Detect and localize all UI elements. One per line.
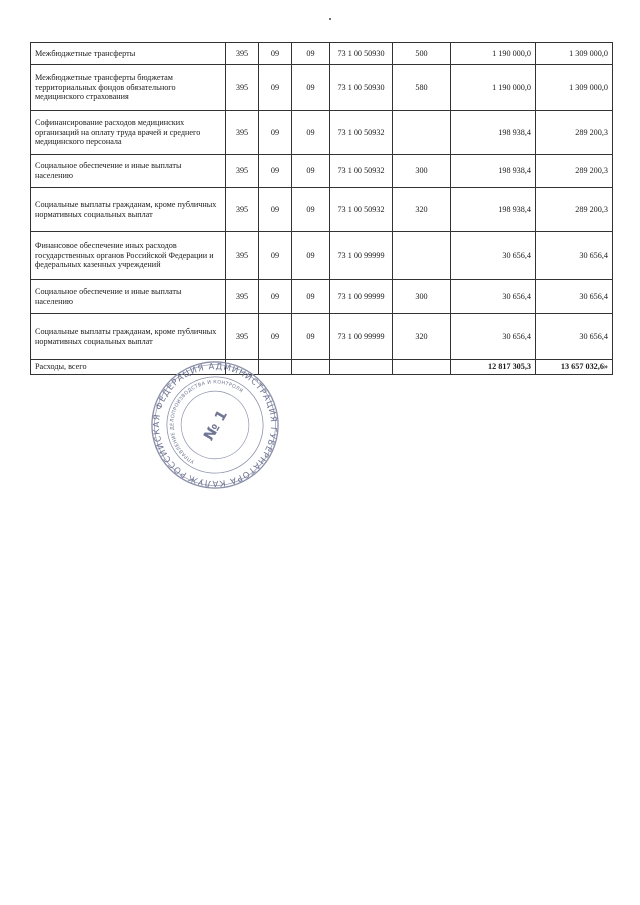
- official-seal: [150, 360, 280, 490]
- row-expense-type: 300: [393, 280, 451, 314]
- row-name: Социальное обеспечение и иные выплаты населению: [31, 155, 226, 188]
- row-grbs: 395: [226, 232, 259, 280]
- row-amount-year1: 30 656,4: [451, 232, 536, 280]
- row-expense-type: [393, 232, 451, 280]
- row-expense-type: [393, 111, 451, 155]
- row-amount-year1: 198 938,4: [451, 111, 536, 155]
- row-target-code: 73 1 00 99999: [330, 232, 393, 280]
- row-target-code: 73 1 00 50932: [330, 188, 393, 232]
- row-target-code: 73 1 00 99999: [330, 280, 393, 314]
- row-amount-year2: 30 656,4: [536, 314, 613, 360]
- row-amount-year2: 289 200,3: [536, 188, 613, 232]
- table-row: [31, 280, 613, 314]
- row-subsection: 09: [292, 188, 330, 232]
- row-grbs: 395: [226, 43, 259, 65]
- row-section: 09: [259, 314, 292, 360]
- row-name: Социальные выплаты гражданам, кроме публичных нормативных социальных выплат: [31, 314, 226, 360]
- row-section: 09: [259, 65, 292, 111]
- row-subsection: 09: [292, 232, 330, 280]
- row-subsection: 09: [292, 280, 330, 314]
- row-target-code: 73 1 00 50930: [330, 43, 393, 65]
- total-row: [31, 360, 613, 375]
- row-target-code: 73 1 00 50932: [330, 155, 393, 188]
- table-row: [31, 232, 613, 280]
- row-section: 09: [259, 111, 292, 155]
- total-amount-year1: 12 817 305,3: [451, 360, 536, 375]
- empty-cell: [330, 360, 393, 375]
- row-amount-year1: 1 190 000,0: [451, 43, 536, 65]
- row-grbs: 395: [226, 188, 259, 232]
- row-target-code: 73 1 00 50930: [330, 65, 393, 111]
- table-row: [31, 111, 613, 155]
- row-section: 09: [259, 43, 292, 65]
- row-name: Софинансирование расходов медицинских организаций на оплату труда врачей и среднего медицинского персонала: [31, 111, 226, 155]
- row-grbs: 395: [226, 65, 259, 111]
- row-name: Межбюджетные трансферты: [31, 43, 226, 65]
- total-label: Расходы, всего: [31, 360, 226, 375]
- row-grbs: 395: [226, 314, 259, 360]
- table-row: [31, 43, 613, 65]
- row-grbs: 395: [226, 155, 259, 188]
- row-expense-type: 500: [393, 43, 451, 65]
- seal-graphic: [150, 360, 280, 490]
- table-row: [31, 314, 613, 360]
- svg-text:УПРАВЛЕНИЕ ДЕЛОПРОИЗВОДСТВА И: УПРАВЛЕНИЕ ДЕЛОПРОИЗВОДСТВА И КОНТРОЛЯ: [169, 379, 244, 465]
- row-section: 09: [259, 155, 292, 188]
- empty-cell: [292, 360, 330, 375]
- svg-text:№ 1: № 1: [201, 407, 231, 444]
- page-dot: [329, 18, 331, 20]
- table-row: [31, 155, 613, 188]
- row-grbs: 395: [226, 111, 259, 155]
- row-amount-year1: 198 938,4: [451, 188, 536, 232]
- row-name: Межбюджетные трансферты бюджетам территориальных фондов обязательного медицинского страхования: [31, 65, 226, 111]
- row-section: 09: [259, 232, 292, 280]
- row-target-code: 73 1 00 99999: [330, 314, 393, 360]
- row-amount-year1: 1 190 000,0: [451, 65, 536, 111]
- row-amount-year2: 289 200,3: [536, 111, 613, 155]
- row-expense-type: 580: [393, 65, 451, 111]
- empty-cell: [393, 360, 451, 375]
- row-amount-year2: 289 200,3: [536, 155, 613, 188]
- budget-table: [30, 42, 613, 375]
- row-subsection: 09: [292, 65, 330, 111]
- row-section: 09: [259, 280, 292, 314]
- row-subsection: 09: [292, 111, 330, 155]
- row-expense-type: 320: [393, 188, 451, 232]
- row-amount-year2: 30 656,4: [536, 232, 613, 280]
- row-subsection: 09: [292, 314, 330, 360]
- total-amount-year2: 13 657 032,6»: [536, 360, 613, 375]
- row-amount-year2: 1 309 000,0: [536, 65, 613, 111]
- table-row: [31, 188, 613, 232]
- table-row: [31, 65, 613, 111]
- row-amount-year2: 1 309 000,0: [536, 43, 613, 65]
- row-subsection: 09: [292, 155, 330, 188]
- row-amount-year1: 30 656,4: [451, 314, 536, 360]
- row-name: Социальное обеспечение и иные выплаты населению: [31, 280, 226, 314]
- row-name: Финансовое обеспечение иных расходов государственных органов Российской Федерации и федеральных казенных учреждений: [31, 232, 226, 280]
- row-name: Социальные выплаты гражданам, кроме публичных нормативных социальных выплат: [31, 188, 226, 232]
- row-grbs: 395: [226, 280, 259, 314]
- row-section: 09: [259, 188, 292, 232]
- row-amount-year1: 30 656,4: [451, 280, 536, 314]
- row-subsection: 09: [292, 43, 330, 65]
- row-expense-type: 300: [393, 155, 451, 188]
- row-target-code: 73 1 00 50932: [330, 111, 393, 155]
- row-amount-year1: 198 938,4: [451, 155, 536, 188]
- svg-text:РОССИЙСКАЯ ФЕДЕРАЦИЯ АДМИНИСТР: РОССИЙСКАЯ ФЕДЕРАЦИЯ АДМИНИСТРАЦИЯ ГУБЕРНАТОРА КАЛУЖСКОЙ: [151, 360, 279, 489]
- row-expense-type: 320: [393, 314, 451, 360]
- row-amount-year2: 30 656,4: [536, 280, 613, 314]
